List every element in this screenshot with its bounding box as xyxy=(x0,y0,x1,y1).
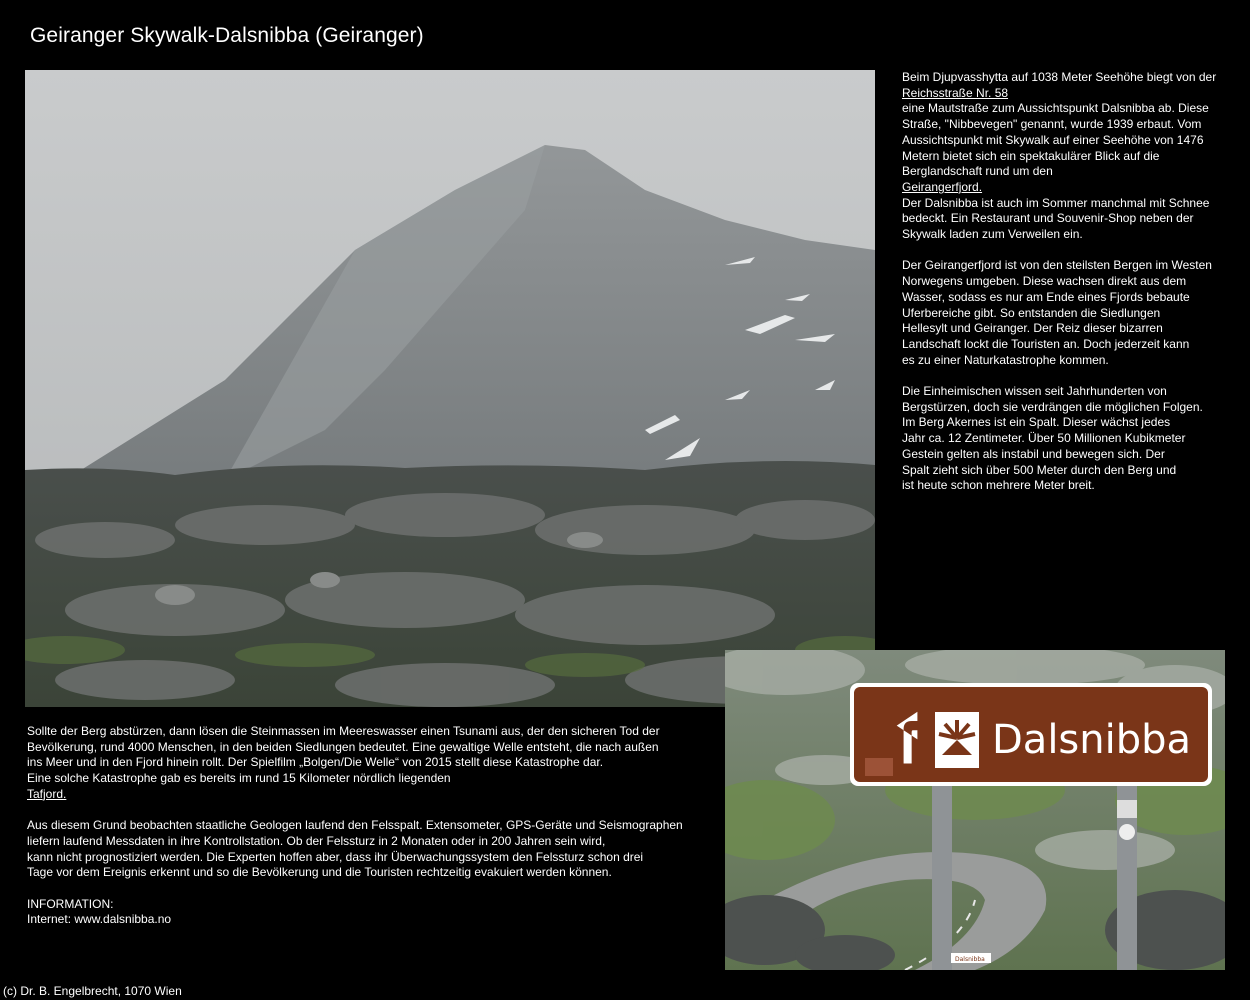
text-line: ist heute schon mehrere Meter breit. xyxy=(902,478,1095,493)
text-line: kann nicht prognostiziert werden. Die Experten hoffen aber, dass ihr Überwachungssystem den Felssturz schon drei xyxy=(27,849,644,864)
text-line: Spalt zieht sich über 500 Meter durch den Berg und xyxy=(902,462,1177,477)
footer-copyright: (c) Dr. B. Engelbrecht, 1070 Wien xyxy=(3,984,182,998)
text-line: Tage vor dem Ereignis erkennt und so die Bevölkerung und die Touristen rechtzeitig evakuiert werden können. xyxy=(27,865,612,880)
text-line: Metern bietet sich ein spektakulärer Blick auf die xyxy=(902,148,1160,163)
text-line: liefern laufend Messdaten in ihre Kontrollstation. Ob der Felssturz in 2 Monaten oder in 200 Jahren sein wird, xyxy=(27,833,606,848)
text-line: Norwegens umgeben. Diese wachsen direkt aus dem xyxy=(902,274,1187,289)
body-text xyxy=(27,724,717,928)
small-sign-text: Dalsnibba xyxy=(955,956,985,963)
text-line: Bevölkerung, rund 4000 Menschen, in den beiden Siedlungen bedeutet. Eine gewaltige Welle entsteht, die nach außen xyxy=(27,739,659,754)
info-internet: Internet: www.dalsnibba.no xyxy=(27,912,172,927)
text-line: Aussichtspunkt mit Skywalk auf einer Seehöhe von 1476 xyxy=(902,132,1204,147)
link-reichsstrasse[interactable]: Reichsstraße Nr. 58 xyxy=(902,85,1009,100)
text-line: Der Geirangerfjord ist von den steilsten Bergen im Westen xyxy=(902,258,1212,273)
text-line: Straße, "Nibbevegen" genannt, wurde 1939 erbaut. Vom xyxy=(902,117,1202,132)
text-line: Aus diesem Grund beobachten staatliche Geologen laufend den Felsspalt. Extensometer, GPS-Geräte und Seismographen xyxy=(27,818,683,833)
text-line: Bergstürzen, doch sie verdrängen die möglichen Folgen. xyxy=(902,399,1203,414)
text-line: Die Einheimischen wissen seit Jahrhunderten von xyxy=(902,384,1167,399)
text-line: es zu einer Naturkatastrophe kommen. xyxy=(902,352,1109,367)
link-tafjord[interactable]: Tafjord. xyxy=(27,786,67,801)
text-line: Im Berg Akernes ist ein Spalt. Dieser wächst jedes xyxy=(902,415,1171,430)
text-line: Skywalk laden zum Verweilen ein. xyxy=(902,227,1083,242)
intro-text xyxy=(902,70,1232,494)
text-line: Jahr ca. 12 Zentimeter. Über 50 Millionen Kubikmeter xyxy=(902,431,1186,446)
info-heading: INFORMATION: xyxy=(27,896,114,911)
mountain-photo xyxy=(25,70,875,707)
link-geirangerfjord[interactable]: Geirangerfjord. xyxy=(902,179,983,194)
text-line: Wasser, sodass es nur am Ende eines Fjords bebaute xyxy=(902,289,1190,304)
text-line: Berglandschaft rund um den xyxy=(902,164,1053,179)
text-line: Beim Djupvasshytta auf 1038 Meter Seehöhe biegt von der xyxy=(902,70,1217,84)
sign-text: Dalsnibba xyxy=(992,717,1192,763)
dalsnibba-sign-photo xyxy=(725,650,1225,970)
text-line: Uferbereiche gibt. So entstanden die Siedlungen xyxy=(902,305,1161,320)
text-line: Der Dalsnibba ist auch im Sommer manchmal mit Schnee xyxy=(902,195,1210,210)
text-line: Hellesylt und Geiranger. Der Reiz dieser bizarren xyxy=(902,321,1163,336)
text-line: Sollte der Berg abstürzen, dann lösen die Steinmassen im Meereswasser einen Tsunami aus, der den sicheren Tod der xyxy=(27,724,660,738)
text-line: eine Mautstraße zum Aussichtspunkt Dalsnibba ab. Diese xyxy=(902,101,1209,116)
text-line: bedeckt. Ein Restaurant und Souvenir-Shop neben der xyxy=(902,211,1194,226)
page-title: Geiranger Skywalk-Dalsnibba (Geiranger) xyxy=(30,24,424,47)
text-line: Landschaft lockt die Touristen an. Doch jederzeit kann xyxy=(902,336,1190,351)
text-line: Eine solche Katastrophe gab es bereits im rund 15 Kilometer nördlich liegenden xyxy=(27,771,451,786)
text-line: Gestein gelten als instabil und bewegen sich. Der xyxy=(902,446,1165,461)
text-line: ins Meer und in den Fjord hinein rollt. Der Spielfilm „Bolgen/Die Welle“ von 2015 stellt diese Katastrophe dar. xyxy=(27,755,604,770)
